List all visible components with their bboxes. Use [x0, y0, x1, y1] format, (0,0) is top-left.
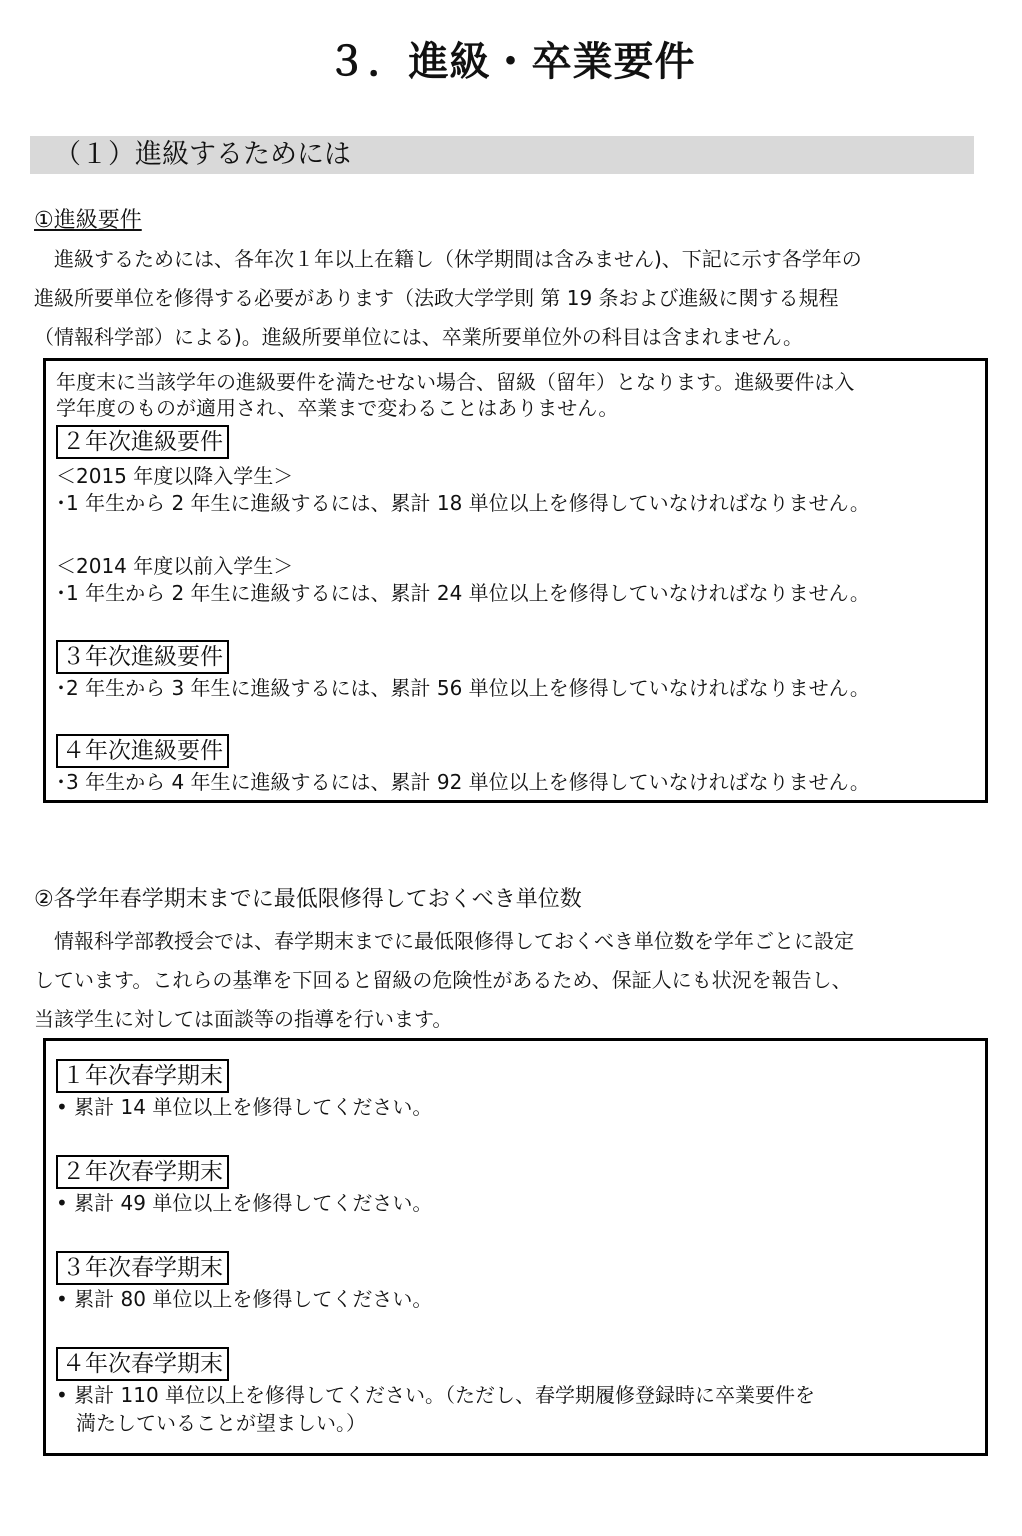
promotion-paragraph [34, 240, 984, 357]
subsection-heading-spring [34, 885, 582, 915]
spring-year1 [56, 1059, 432, 1121]
paragraph-line: しています。これらの基準を下回ると留級の危険性があるため、保証人にも状況を報告し、 [34, 968, 852, 992]
req-year3 [56, 640, 870, 702]
spring-year2 [56, 1155, 432, 1217]
req-year2 [56, 425, 229, 459]
spring-label-year1: １年次春学期末 [56, 1059, 229, 1093]
spring-year3 [56, 1251, 432, 1313]
spring-requirements-box [43, 1038, 988, 1456]
spring-bullet: • 累計 14 単位以上を修得してください。 [56, 1095, 433, 1119]
paragraph-line: 進級するためには、各年次１年以上在籍し（休学期間は含みません)、下記に示す各学年の [34, 247, 862, 271]
req-bullet: ･3 年生から 4 年生に進級するには、累計 92 単位以上を修得していなければなりません。 [56, 770, 870, 794]
spring-year4 [56, 1347, 815, 1437]
req-bullet: ･1 年生から 2 年生に進級するには、累計 24 単位以上を修得していなければなりません。 [56, 581, 870, 605]
spring-label-year2: ２年次春学期末 [56, 1155, 229, 1189]
paragraph-line: 情報科学部教授会では、春学期末までに最低限修得しておくべき単位数を学年ごとに設定 [34, 929, 854, 953]
subsection-heading-text: ①進級要件 [34, 208, 142, 233]
paragraph-line: 当該学生に対しては面談等の指導を行います。 [34, 1007, 453, 1031]
spring-bullet: • 累計 110 単位以上を修得してください。（ただし、春学期履修登録時に卒業要件を [56, 1383, 816, 1407]
paragraph-line: （情報科学部）による)。進級所要単位には、卒業所要単位外の科目は含まれません。 [34, 325, 804, 349]
promotion-requirements-box [43, 358, 988, 803]
section-heading: （１）進級するためには [30, 136, 974, 174]
req-label-year3: ３年次進級要件 [56, 640, 229, 674]
spring-bullet: • 累計 80 単位以上を修得してください。 [56, 1287, 433, 1311]
subsection-heading-text: ②各学年春学期末までに最低限修得しておくべき単位数 [34, 887, 582, 912]
req-label-year2: ２年次進級要件 [56, 425, 229, 459]
req-bullet: ･1 年生から 2 年生に進級するには、累計 18 単位以上を修得していなければなりません。 [56, 491, 870, 515]
intro-line: 学年度のものが適用され、卒業まで変わることはありません。 [56, 396, 619, 420]
box-intro [56, 369, 854, 421]
paragraph-line: 進級所要単位を修得する必要があります（法政大学学則 第 19 条および進級に関する規程 [34, 286, 839, 310]
cohort-note-2014: ＜2014 年度以前入学生＞ [56, 554, 294, 578]
spring-paragraph [34, 922, 984, 1039]
page-title: ３．進級・卒業要件 [326, 39, 696, 85]
cohort-note-2015: ＜2015 年度以降入学生＞ [56, 464, 294, 488]
spring-label-year4: ４年次春学期末 [56, 1347, 229, 1381]
req-bullet: ･2 年生から 3 年生に進級するには、累計 56 単位以上を修得していなければなりません。 [56, 676, 870, 700]
subsection-heading-promotion [34, 206, 142, 236]
req-year4 [56, 734, 870, 796]
req-label-year4: ４年次進級要件 [56, 734, 229, 768]
spring-bullet: • 累計 49 単位以上を修得してください。 [56, 1191, 433, 1215]
intro-line: 年度末に当該学年の進級要件を満たせない場合、留級（留年）となります。進級要件は入 [56, 370, 855, 394]
spring-label-year3: ３年次春学期末 [56, 1251, 229, 1285]
spring-bullet-continued: 満たしていることが望ましい。） [56, 1411, 366, 1435]
